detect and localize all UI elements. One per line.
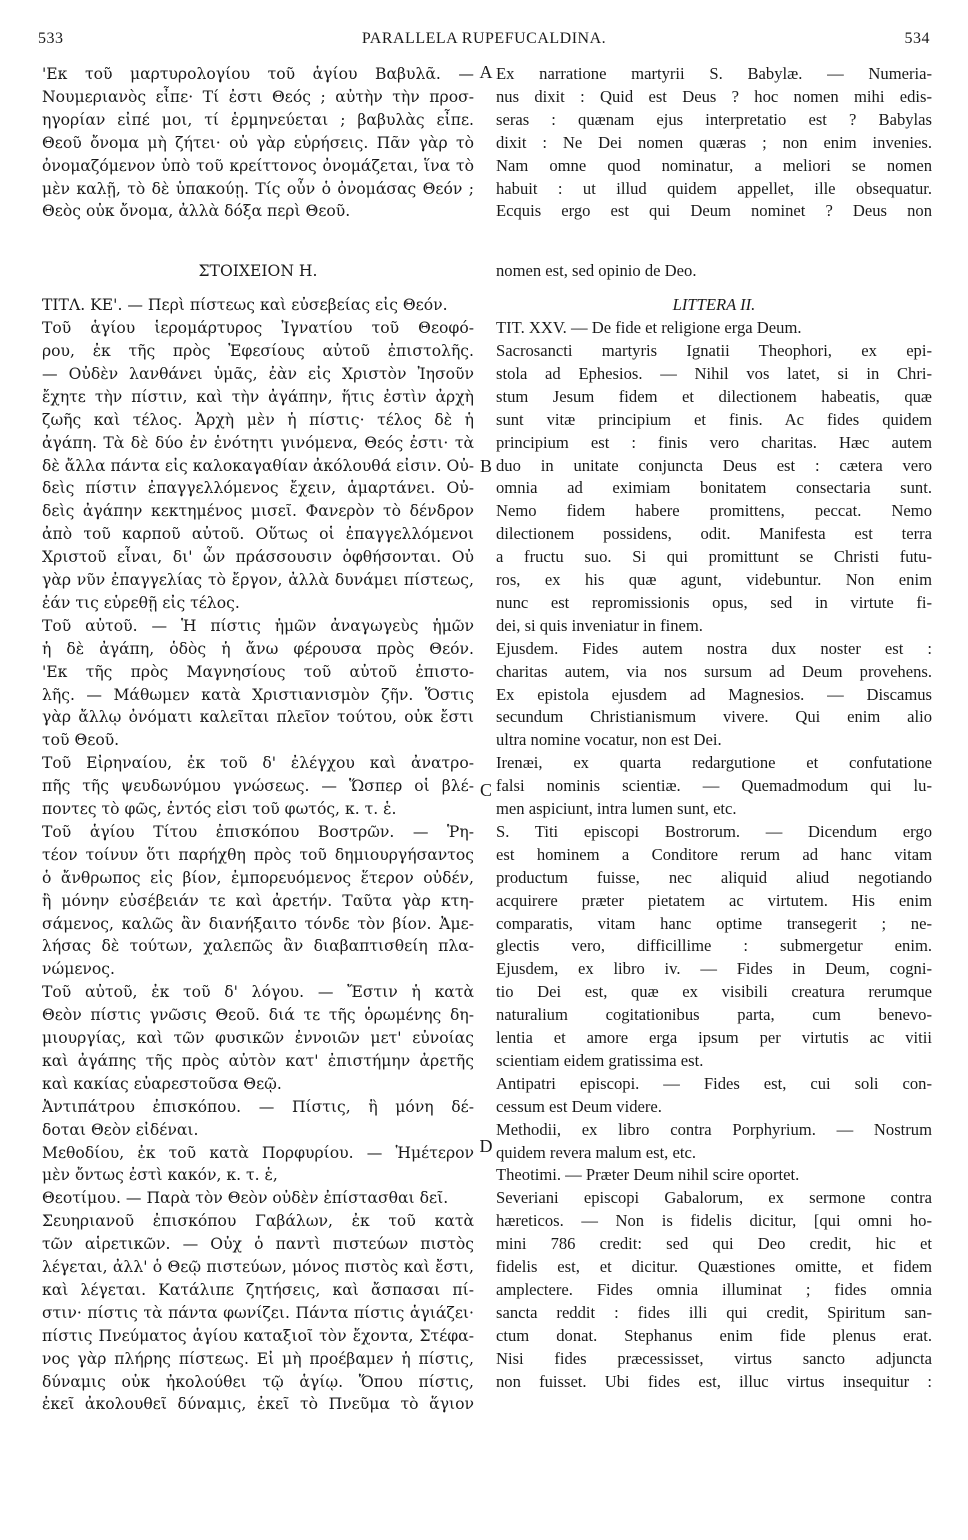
- latin-text-line: ultra nomine vocatur, non est Dei.: [496, 730, 722, 750]
- latin-text-line: Severiani episcopi Gabalorum, ex sermone contra: [496, 1188, 932, 1208]
- greek-text-line: ἡ δὲ ἀγάπη, ὁδὸς ἡ ἄνω φέρουσα πρὸς Θεόν.: [42, 639, 474, 658]
- latin-text-line: habuit : ut illud quidem appellet, ille obsequatur.: [496, 178, 932, 198]
- latin-text-line: principium est : finis vero charitas. Hæc autem: [496, 432, 932, 452]
- greek-text-line: Θεὸν πίστις γνῶσις Θεοῦ. διά τε τῆς ὁρωμένης δη-: [42, 1006, 474, 1025]
- greek-text-line: ρου, ἐκ τῆς πρὸς Ἐφεσίους αὐτοῦ ἐπιστολῆς.: [42, 342, 474, 361]
- greek-text-line: λήσας δὲ τούτων, χαλεπῶς ἂν διαβαπτισθείη πλα-: [42, 937, 474, 956]
- greek-text-line: λέγεται, ἀλλ' ὁ Θεῷ πιστεύων, μόνος πιστὸς καὶ ἔστι,: [42, 1258, 474, 1277]
- greek-text-line: Θεοτίμου. — Παρὰ τὸν Θεὸν οὐδὲν ἐπίστασθαι δεῖ.: [42, 1189, 449, 1208]
- greek-text-line: μὲν καλῇ, τὸ δὲ ὑπακούῃ. Τίς οὖν ὁ ὀνομάσας Θεόν ;: [42, 179, 474, 198]
- greek-text-line: ζωῆς καὶ τέλος. Ἀρχὴ μὲν ἡ πίστις· τέλος δὲ ἡ: [42, 410, 474, 429]
- greek-text-line: ἀπὸ τοῦ καρποῦ αὐτοῦ. Οὕτως οἱ ἐπαγγελλόμενοι: [42, 525, 474, 544]
- latin-text-line: dei, si quis inveniatur in finem.: [496, 615, 703, 635]
- latin-text-line: dilectionem possidens, odit. Manifesta est terra: [496, 524, 932, 544]
- page-number-left: 533: [38, 30, 64, 47]
- greek-text-line: νώμενος.: [42, 960, 115, 979]
- latin-text-line: quidem revera malum est, etc.: [496, 1142, 696, 1162]
- margin-marker-a: A: [479, 62, 493, 82]
- latin-text-line: falsi nominis scientiæ. — Quemadmodum qui lu-: [496, 776, 932, 796]
- latin-text-line: stola ad Ephesios. — Nihil vos latet, si in Chri-: [496, 363, 932, 383]
- greek-text-line: γὰρ νῦν ἐπαγγελίας τὸ ἔργον, ἀλλὰ δυνάμει πίστεως,: [42, 571, 474, 590]
- greek-text-line: δοται Θεὸν εἰδέναι.: [42, 1120, 199, 1139]
- greek-text-line: 'Εκ τῆς πρὸς Μαγνησίους τοῦ αὐτοῦ ἐπιστο-: [42, 662, 474, 681]
- latin-text-line: amplectere. Fides omnia illuminat ; fides omnia: [496, 1279, 932, 1299]
- margin-marker-c: C: [479, 780, 492, 800]
- latin-text-line: Nisi fides præcessisset, virtus sancto adjuncta: [496, 1348, 932, 1368]
- greek-text-line: ἐάν τις εὑρεθῇ εἰς τέλος.: [42, 593, 240, 612]
- latin-text-line: stum Jesum fidem et dilectionem habeatis, quæ: [496, 386, 932, 406]
- latin-text-line: dixit : Ne Dei nomen quæras ; non enim invenies.: [496, 132, 932, 152]
- latin-text-line: ctum donat. Stephanus enim fide plenus erat.: [496, 1325, 932, 1345]
- greek-text-line: πῆς τῆς ψευδωνύμου γνώσεως. — Ὥσπερ οἱ βλέ-: [42, 777, 474, 796]
- greek-text-line: ὁ ἄνθρωπος εἰς βίον, ἐμπορευόμενος ἕτερον οὐδέν,: [42, 868, 474, 887]
- latin-text-line: glectis vero, difficillime : submergetur enim.: [496, 936, 932, 956]
- latin-text-line: secundum Christianismum vivere. Qui enim alio: [496, 707, 932, 727]
- greek-text-line: Χριστοῦ εἶναι, δι' ὧν πράσσουσιν ὀφθήσονται. Οὐ: [42, 548, 474, 567]
- latin-text-line: comparatis, vitam hanc optime transegerit ; ne-: [496, 913, 932, 933]
- greek-text-line: ἐκεῖ ἀκολουθεῖ δύναμις, ἐκεῖ τὸ Πνεῦμα τὸ ἅγιον: [42, 1395, 474, 1414]
- greek-text-line: δύναμις οὐκ ἠκολούθει τῷ ἁγίῳ. Ὅπου πίστις,: [42, 1372, 474, 1391]
- latin-text-line: TIT. XXV. — De fide et religione erga Deum.: [496, 318, 802, 338]
- latin-text-line: Ejusdem, ex libro iv. — Fides in Deum, cogni-: [496, 959, 932, 979]
- greek-text-line: στιν· πίστις τὰ πάντα φωνίζει. Πάντα πίστις ἁγιάζει·: [42, 1303, 474, 1322]
- greek-text-line: δεὶς πίστιν ἐπαγγελλόμενος ἔχειν, ἁμαρτάνει. Οὐ-: [42, 479, 474, 498]
- latin-text-line: men aspiciunt, intra lumen sunt, etc.: [496, 799, 737, 819]
- latin-text-line: Nam omne quod nominatur, a meliori se nomen: [496, 155, 932, 175]
- latin-text-line: tio Dei est, quæ ex visibili creatura rerumque: [496, 982, 932, 1002]
- margin-marker-b: B: [479, 456, 492, 476]
- greek-text-line: λῆς. — Μάθωμεν κατὰ Χριστιανισμὸν ζῆν. Ὅστις: [42, 685, 474, 704]
- latin-text-line: omnia ad eximiam bonitatem consectaria sunt.: [496, 478, 932, 498]
- latin-text-line: a fructu suo. Si qui promittunt se Christi futu-: [496, 547, 932, 567]
- greek-text-line: Τοῦ ἁγίου ἱερομάρτυρος Ἰγνατίου τοῦ Θεοφό-: [42, 319, 474, 338]
- latin-text-line: Antipatri episcopi. — Fides est, cui soli con-: [496, 1073, 932, 1093]
- greek-text-line: Νουμεριανὸς εἶπε· Τί ἐστι Θεός ; αὐτὴν τὴν προσ-: [42, 87, 474, 106]
- greek-text-line: Θεὸς οὐκ ὄνομα, ἀλλὰ δόξα περὶ Θεοῦ.: [42, 202, 351, 221]
- greek-text-line: — Οὐδὲν λανθάνει ὑμᾶς, ἐὰν εἰς Χριστὸν Ἰησοῦν: [42, 364, 474, 383]
- greek-text-line: ἔχητε τὴν πίστιν, καὶ τὴν ἀγάπην, ἥτις ἐστὶν ἀρχὴ: [42, 387, 474, 406]
- greek-text-line: ὀνομαζόμενον ὑπὸ τοῦ κρείττονος ὀνομάζεται, ἵνα τὸ: [42, 156, 474, 175]
- latin-text-line: Nemo fidem habere promittens, peccat. Nemo: [496, 501, 932, 521]
- greek-text-line: 'Εκ τοῦ μαρτυρολογίου τοῦ ἁγίου Βαβυλᾶ. —: [42, 65, 474, 83]
- page-number-right: 534: [904, 30, 930, 47]
- greek-text-line: Σευηριανοῦ ἐπισκόπου Γαβάλων, ἐκ τοῦ κατὰ: [42, 1212, 474, 1231]
- greek-text-line: καὶ ἀγάπης τῆς πρὸς αὐτὸν κατ' ἐπιστήμην ἀρετῆς: [42, 1051, 474, 1070]
- latin-text-line: acquirere præter pietatem ac virtutem. His enim: [496, 890, 932, 910]
- latin-text-line: Ex narratione martyrii S. Babylæ. — Numeria-: [496, 64, 932, 83]
- margin-marker-d: D: [479, 1136, 493, 1156]
- greek-text-line: μὲν ὄντως ἐστὶ κακόν, κ. τ. ἑ,: [42, 1166, 278, 1185]
- greek-text-line: Μεθοδίου, ἐκ τοῦ κατὰ Πορφυρίου. — Ἡμέτερον: [42, 1143, 474, 1162]
- greek-text-line: τέον τοίνυν ὅτι παρήχθη πρὸς τοῦ δημιουργήσαντος: [42, 845, 474, 864]
- greek-text-line: καὶ λέγεται. Κατάλιπε ζητήσεις, καὶ ἄσπασαι πί-: [42, 1280, 474, 1299]
- latin-text-line: seras : quænam ejus interpretatio est ? Babylas: [496, 109, 932, 129]
- latin-text-line: duo in unitate conjuncta Deus est : cætera vero: [496, 455, 932, 475]
- greek-text-line: Τοῦ αὐτοῦ, ἐκ τοῦ δ' λόγου. — Ἔστιν ἡ κατὰ: [42, 983, 474, 1002]
- greek-text-line: ΣΤΟΙΧΕΙΟΝ Η.: [198, 261, 318, 280]
- latin-text-line: nunc est repromissionis opus, sed in virtute fi-: [496, 592, 932, 612]
- latin-text-line: Theotimi. — Præter Deum nihil scire oportet.: [496, 1165, 800, 1185]
- latin-text-line: ros, ex his quæ agunt, videbuntur. Non enim: [496, 570, 932, 590]
- greek-text-line: Τοῦ Εἰρηναίου, ἐκ τοῦ δ' ἐλέγχου καὶ ἀνατρο-: [42, 754, 474, 773]
- latin-text-line: nus dixit : Quid est Deus ? hoc nomen mihi edis-: [496, 86, 932, 106]
- greek-text-line: τοῦ Θεοῦ.: [42, 731, 120, 750]
- page-header: [38, 30, 930, 54]
- running-title: PARALLELA RUPEFUCALDINA.: [361, 30, 607, 47]
- latin-text-line: hæreticos. — Non is fidelis dicitur, [qui omni ho-: [496, 1211, 932, 1231]
- greek-text-line: πίστις Πνεύματος ἁγίου καταξιοῖ τὸν ἔχοντα, Στέφα-: [42, 1326, 474, 1345]
- latin-text-line: Methodii, ex libro contra Porphyrium. — Nostrum: [496, 1119, 932, 1139]
- greek-text-line: σάμενος, καλῶς ἂν διανήξαιτο τόνδε τὸν βίον. Ἀμε-: [42, 914, 474, 933]
- latin-text-line: cessum est Deum videre.: [496, 1096, 662, 1116]
- latin-text-line: productum fuisse, nec aliquid aliud negotiando: [496, 867, 932, 887]
- latin-text-line: charitas autem, via nos sursum ad Deum provehens.: [496, 661, 932, 681]
- greek-text-line: ἀγάπη. Τὰ δὲ δύο ἐν ἑνότητι γινόμενα, Θεός ἐστι· τὰ: [42, 433, 474, 452]
- greek-text-line: Θεοῦ ὄνομα μὴ ζήτει· οὐ γὰρ εὑρήσεις. Πᾶν γὰρ τὸ: [42, 133, 474, 152]
- greek-text-line: ηγορίαν εἰπέ μοι, τί ἑρμηνεύεται ; βαβυλὰς εἶπε.: [42, 110, 474, 129]
- latin-text-line: scientiam eidem gratissima est.: [496, 1050, 704, 1070]
- latin-text-line: Irenæi, ex quarta redargutione et confutatione: [496, 753, 932, 773]
- greek-text-line: γὰρ ἄλλῳ ὀνόματι καλεῖται πλεῖον τούτου, οὐκ ἔστι: [42, 708, 474, 727]
- latin-text-line: mini 786 credit: sed qui Deo credit, hic et: [496, 1234, 932, 1254]
- latin-text-line: non fuisset. Ubi fides est, illuc virtus insequitur :: [496, 1371, 932, 1391]
- greek-text-line: δεὶς ἀγάπην κεκτημένος μισεῖ. Φανερὸν τὸ δένδρον: [42, 502, 474, 521]
- latin-text-line: Ex epistola ejusdem ad Magnesios. — Discamus: [496, 684, 932, 704]
- latin-text-line: nomen est, sed opinio de Deo.: [496, 260, 697, 280]
- greek-text-line: Ἀντιπάτρου ἐπισκόπου. — Πίστις, ἣ μόνη δέ-: [42, 1097, 474, 1116]
- latin-text-line: Sacrosancti martyris Ignatii Theophori, ex epi-: [496, 341, 932, 361]
- greek-text-line: καὶ κακίας εὐαρεστοῦσα Θεῷ.: [42, 1074, 282, 1093]
- latin-text-line: LITTERA II.: [672, 295, 756, 315]
- latin-text-line: fidelis est, et dicitur. Quæstiones omitte, et fidem: [496, 1257, 932, 1277]
- greek-text-line: ΤΙΤΛ. ΚΕ'. — Περὶ πίστεως καὶ εὐσεβείας εἰς Θεόν.: [42, 296, 448, 315]
- latin-text-line: est hominem a Conditore rerum ad hanc vitam: [496, 844, 932, 864]
- latin-text-line: sancta reddit : fides illi qui credit, Spiritum san-: [496, 1302, 932, 1322]
- latin-text-line: naturalium cogitationibus parta, cum benevo-: [496, 1005, 932, 1025]
- greek-text-line: τῶν αἱρετικῶν. — Οὐχ ὁ παντὶ πιστεύων πιστὸς: [42, 1235, 474, 1254]
- greek-text-line: Τοῦ αὐτοῦ. — Ἡ πίστις ἡμῶν ἀναγωγεὺς ἡμῶν: [42, 616, 474, 635]
- latin-text-line: S. Titi episcopi Bostrorum. — Dicendum ergo: [496, 821, 932, 841]
- latin-text-line: lentia et amore erga ipsum per virtutis ac vitii: [496, 1028, 932, 1048]
- greek-text-line: μιουργίας, καὶ τῶν φυσικῶν ἐννοιῶν μετ' εὐνοίας: [42, 1029, 474, 1048]
- greek-text-line: νος γὰρ πλήρης πίστεως. Εἰ μὴ προέβαμεν ἡ πίστις,: [42, 1349, 474, 1368]
- greek-text-line: ποντες τὸ φῶς, ἐντός εἰσι τοῦ φωτός, κ. τ. ἑ.: [42, 800, 397, 819]
- greek-text-line: δὲ ἄλλα πάντα εἰς καλοκαγαθίαν ἀκόλουθά εἰσιν. Οὐ-: [42, 456, 474, 475]
- latin-text-line: Ecquis ergo est qui Deum nominet ? Deus non: [496, 201, 932, 221]
- greek-text-line: ἢ μόνην εὐσέβειάν τε καὶ ἀρετήν. Ταῦτα γὰρ κτη-: [42, 891, 474, 910]
- greek-text-line: Τοῦ ἁγίου Τίτου ἐπισκόπου Βοστρῶν. — Ῥη-: [42, 822, 474, 841]
- latin-text-line: sunt vitæ principium et finis. Ac fides quidem: [496, 409, 932, 429]
- latin-text-line: Ejusdem. Fides autem nostra dux noster est :: [496, 638, 932, 658]
